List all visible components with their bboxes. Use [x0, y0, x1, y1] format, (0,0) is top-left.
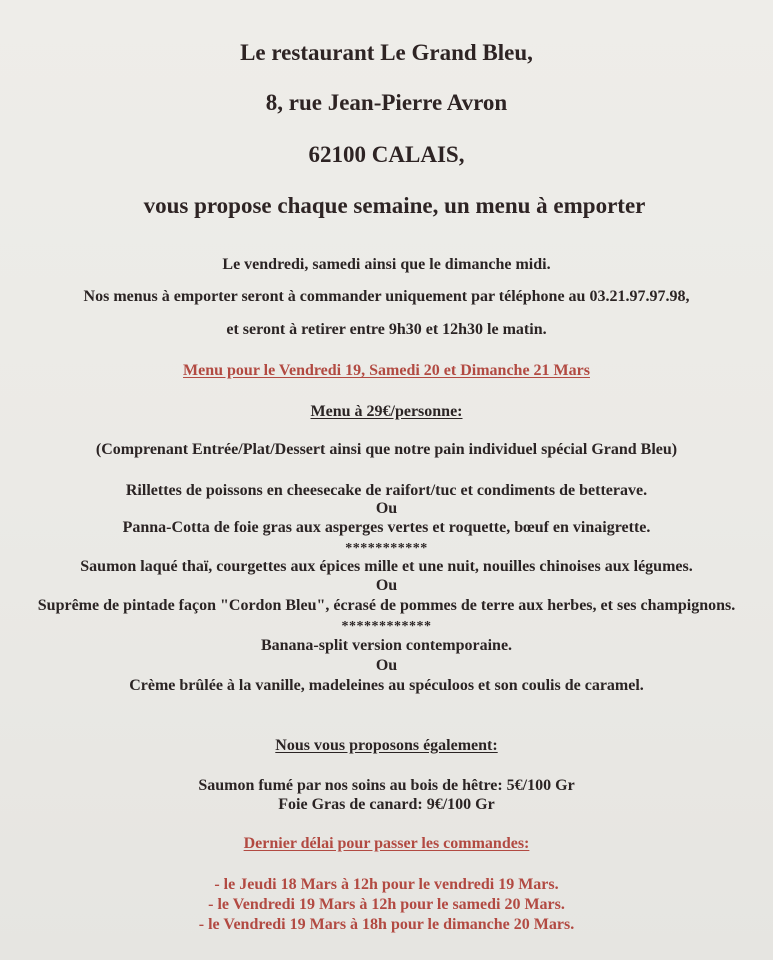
- or-separator-2: Ou: [375, 577, 398, 594]
- menu-title: Menu pour le Vendredi 19, Samedi 20 et Dimanche 21 Mars: [183, 362, 590, 379]
- restaurant-name: Le restaurant Le Grand Bleu,: [240, 40, 533, 65]
- opening-days: Le vendredi, samedi ainsi que le dimanche midi.: [222, 256, 551, 273]
- deadline-3: - le Vendredi 19 Mars à 18h pour le dimanche 20 Mars.: [198, 916, 575, 933]
- starter-2: Panna-Cotta de foie gras aux asperges vertes et roquette, bœuf en vinaigrette.: [122, 519, 651, 536]
- or-separator-3: Ou: [375, 657, 398, 674]
- deadline-2: - le Vendredi 19 Mars à 12h pour le samedi 20 Mars.: [208, 896, 565, 913]
- restaurant-street: 8, rue Jean-Pierre Avron: [265, 90, 508, 115]
- order-phone: Nos menus à emporter seront à commander uniquement par téléphone au 03.21.97.97.98,: [83, 288, 690, 305]
- pickup-hours: et seront à retirer entre 9h30 et 12h30 le matin.: [226, 321, 547, 338]
- menu-price: Menu à 29€/personne:: [310, 403, 463, 420]
- extras-title: Nous vous proposons également:: [275, 737, 498, 754]
- main-1: Saumon laqué thaï, courgettes aux épices mille et une nuit, nouilles chinoises aux légumes.: [80, 558, 693, 575]
- dessert-1: Banana-split version contemporaine.: [260, 637, 513, 654]
- course-separator-1: ***********: [345, 541, 428, 556]
- deadline-1: - le Jeudi 18 Mars à 12h pour le vendredi 19 Mars.: [214, 876, 559, 893]
- starter-1: Rillettes de poissons en cheesecake de raifort/tuc et condiments de betterave.: [125, 482, 648, 499]
- headline: vous propose chaque semaine, un menu à emporter: [143, 193, 646, 218]
- or-separator-1: Ou: [375, 500, 398, 517]
- course-separator-2: ************: [341, 619, 432, 634]
- extras-item-2: Foie Gras de canard: 9€/100 Gr: [278, 796, 495, 813]
- restaurant-city: 62100 CALAIS,: [308, 142, 465, 167]
- main-2: Suprême de pintade façon "Cordon Bleu", écrasé de pommes de terre aux herbes, et ses champignons.: [37, 597, 736, 614]
- extras-item-1: Saumon fumé par nos soins au bois de hêtre: 5€/100 Gr: [198, 777, 575, 794]
- dessert-2: Crème brûlée à la vanille, madeleines au spéculoos et son coulis de caramel.: [129, 677, 644, 694]
- deadline-title: Dernier délai pour passer les commandes:: [243, 835, 530, 852]
- menu-includes: (Comprenant Entrée/Plat/Dessert ainsi que notre pain individuel spécial Grand Bleu): [95, 441, 678, 458]
